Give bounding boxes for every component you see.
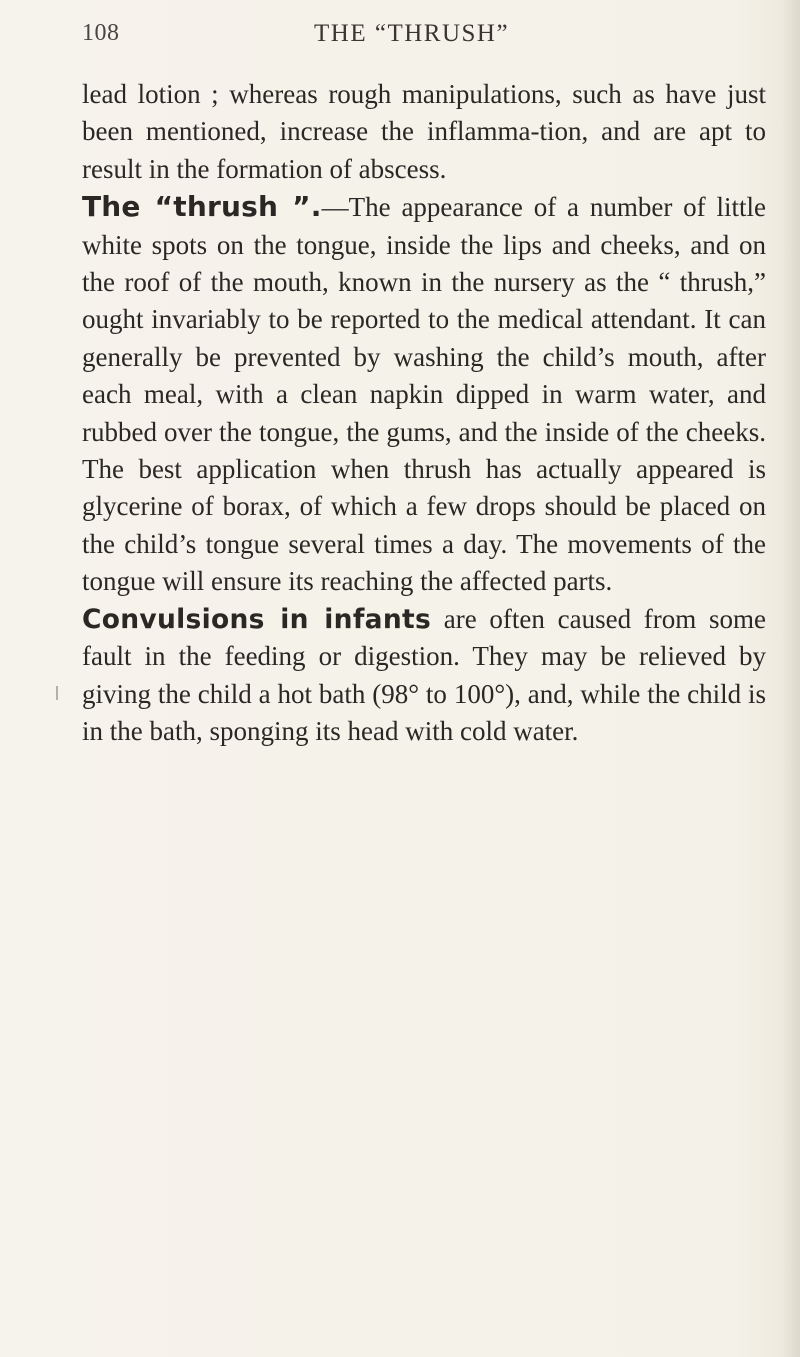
paragraph-lead-lotion: lead lotion ; whereas rough manipulations, such as have just been mentioned, increase the inflamma-tion, and are apt to result in the formation of abscess. <box>82 79 766 184</box>
body-text <box>82 76 766 750</box>
page-edge-shadow <box>782 0 800 1357</box>
running-title: THE “THRUSH” <box>314 20 510 47</box>
page-number: 108 <box>82 20 120 46</box>
convulsions-heading: Convulsions in infants <box>82 603 432 635</box>
margin-mark <box>56 686 58 700</box>
convulsions-text: are often caused from some fault in the feeding or digestion. They may be relieved by giving the child a hot bath (98° to 100°), and, while the child is in the bath, sponging its head with cold water. <box>82 603 766 746</box>
paragraph-thrush <box>82 188 766 600</box>
paragraph-convulsions <box>82 601 766 751</box>
thrush-heading: The “thrush ”. <box>82 190 322 224</box>
running-header <box>82 20 762 60</box>
thrush-text: —The appearance of a number of little white spots on the tongue, inside the lips and cheeks, and on the roof of the mouth, known in the nursery as the “ thrush,” ought invariably to be reported to the medical attendant. It can generally be prevented by washing the child’s mouth, after each meal, with a clean napkin dipped in warm water, and rubbed over the tongue, the gums, and the inside of the cheeks. The best application when thrush has actually appeared is glycerine of borax, of which a few drops should be placed on the child’s tongue several times a day. The movements of the tongue will ensure its reaching the affected parts. <box>82 192 767 597</box>
